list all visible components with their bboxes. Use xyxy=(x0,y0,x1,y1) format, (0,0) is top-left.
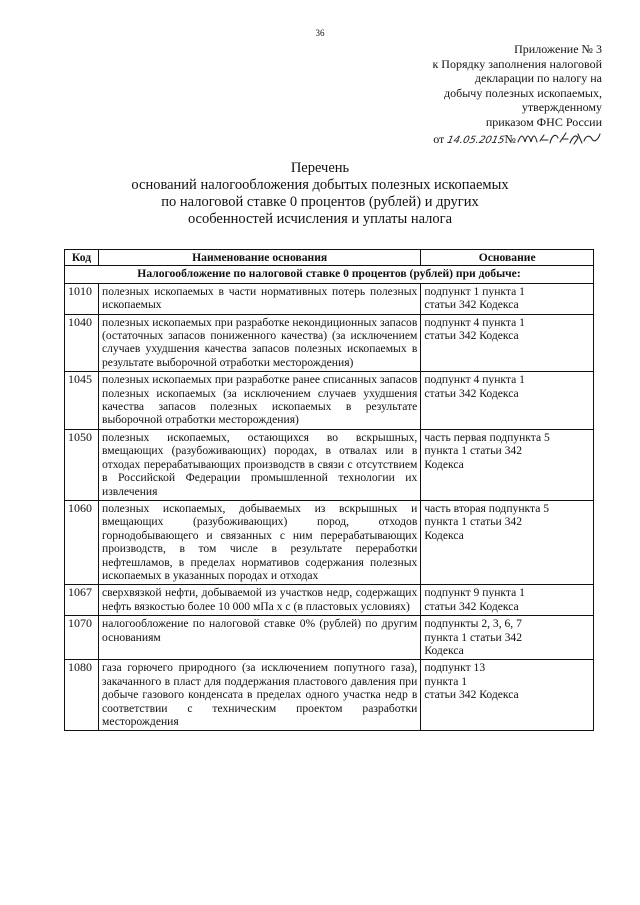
appendix-line: утвержденному xyxy=(521,100,602,115)
row-basis xyxy=(421,314,594,372)
table-row xyxy=(65,500,594,584)
row-name: налогообложение по налоговой ставке 0% (рублей) по другим основаниям xyxy=(98,616,420,660)
title-line: особенностей исчисления и уплаты налога xyxy=(187,211,453,227)
basis-line: статьи 342 Кодекса xyxy=(424,599,519,613)
appendix-header xyxy=(372,42,602,148)
appendix-line: декларации по налогу на xyxy=(474,71,602,86)
tax-basis-table xyxy=(64,249,594,731)
table-row xyxy=(65,314,594,372)
row-basis xyxy=(421,283,594,314)
row-code: 1060 xyxy=(65,500,99,584)
row-name: полезных ископаемых при разработке ранее списанных запасов полезных ископаемых (за исключением случаев ухудшения качества запасов полезных ископаемых в результате выборочной отработки месторождения) xyxy=(98,372,420,430)
row-code: 1010 xyxy=(65,283,99,314)
title-line: по налоговой ставке 0 процентов (рублей) и других xyxy=(161,194,479,210)
document-title xyxy=(0,160,640,228)
page-number: 36 xyxy=(315,28,325,38)
row-basis xyxy=(421,585,594,616)
basis-line: подпункт 4 пункта 1 xyxy=(424,315,525,329)
row-name: полезных ископаемых в части нормативных потерь полезных ископаемых xyxy=(98,283,420,314)
row-code: 1080 xyxy=(65,660,99,731)
basis-line: подпункт 9 пункта 1 xyxy=(424,586,525,600)
basis-line: Кодекса xyxy=(424,528,464,542)
basis-line: пункта 1 xyxy=(424,674,468,688)
appendix-line: добычу полезных ископаемых, xyxy=(444,85,602,100)
table-row xyxy=(65,585,594,616)
order-prefix: от xyxy=(433,131,445,146)
order-line xyxy=(372,130,602,149)
row-code: 1050 xyxy=(65,429,99,500)
section-row xyxy=(65,266,594,283)
basis-line: часть первая подпункта 5 xyxy=(424,430,550,444)
row-basis xyxy=(421,372,594,430)
basis-line: подпункт 13 xyxy=(424,661,486,675)
basis-line: пункта 1 статьи 342 xyxy=(424,444,522,458)
basis-line: часть вторая подпункта 5 xyxy=(424,501,550,515)
basis-line: статьи 342 Кодекса xyxy=(424,386,519,400)
row-basis xyxy=(421,616,594,660)
row-name: полезных ископаемых, остающихся во вскрышных, вмещающих (разубоживающих) породах, в отвалах или в отходах перерабатывающих производств в связи с отсутствием в Российской Федерации промышленной технологии их извлечения xyxy=(98,429,420,500)
table-header-row xyxy=(65,250,594,266)
header-basis: Основание xyxy=(421,250,594,266)
row-basis xyxy=(421,500,594,584)
section-title: Налогообложение по налоговой ставке 0 процентов (рублей) при добыче: xyxy=(65,266,594,283)
basis-line: статьи 342 Кодекса xyxy=(424,329,519,343)
appendix-line: приказом ФНС России xyxy=(485,114,602,129)
basis-line: подпункт 4 пункта 1 xyxy=(424,373,525,387)
table-row xyxy=(65,372,594,430)
table-row xyxy=(65,660,594,731)
basis-line: пункта 1 статьи 342 xyxy=(424,515,522,529)
header-code: Код xyxy=(65,250,99,266)
appendix-line: Приложение № 3 xyxy=(514,42,602,56)
title-line: Перечень xyxy=(290,160,350,176)
row-code: 1045 xyxy=(65,372,99,430)
row-code: 1040 xyxy=(65,314,99,372)
row-code: 1067 xyxy=(65,585,99,616)
row-name: полезных ископаемых при разработке некондиционных запасов (остаточных запасов пониженного качества) (за исключением случаев ухудшения качества запасов полезных ископаемых в результате выборочной отработки месторождения) xyxy=(98,314,420,372)
basis-line: подпункт 1 пункта 1 xyxy=(424,284,525,298)
basis-line: Кодекса xyxy=(424,643,464,657)
row-name: полезных ископаемых, добываемых из вскрышных и вмещающих (разубоживающих) пород, отходов горнодобывающего и связанных с ним перерабатывающих производств, в том числе в результате переработки нефтешламов, в пределах нормативов содержания полезных ископаемых в указанных породах и отходах xyxy=(98,500,420,584)
order-number-sign: № xyxy=(504,131,516,146)
basis-line: статьи 342 Кодекса xyxy=(424,298,519,312)
basis-line: статьи 342 Кодекса xyxy=(424,688,519,702)
basis-line: Кодекса xyxy=(424,457,464,471)
table-row xyxy=(65,429,594,500)
title-line: оснований налогообложения добытых полезных ископаемых xyxy=(131,177,509,193)
header-name: Наименование основания xyxy=(98,250,420,266)
order-date: 14.05.2015 xyxy=(446,134,506,146)
row-code: 1070 xyxy=(65,616,99,660)
basis-line: подпункты 2, 3, 6, 7 xyxy=(424,617,522,631)
row-basis xyxy=(421,429,594,500)
basis-line: пункта 1 статьи 342 xyxy=(424,630,522,644)
row-name: сверхвязкой нефти, добываемой из участков недр, содержащих нефть вязкостью более 10 000 мПа х с (в пластовых условиях) xyxy=(98,585,420,616)
appendix-line: к Порядку заполнения налоговой xyxy=(432,56,602,71)
table-row xyxy=(65,616,594,660)
handwritten-order-number xyxy=(516,130,602,146)
row-name: газа горючего природного (за исключением попутного газа), закачанного в пласт для поддержания пластового давления при добыче газового конденсата в пределах одного участка недр в соответствии с техническим проектом разработки месторождения xyxy=(98,660,420,731)
table-row xyxy=(65,283,594,314)
row-basis xyxy=(421,660,594,731)
